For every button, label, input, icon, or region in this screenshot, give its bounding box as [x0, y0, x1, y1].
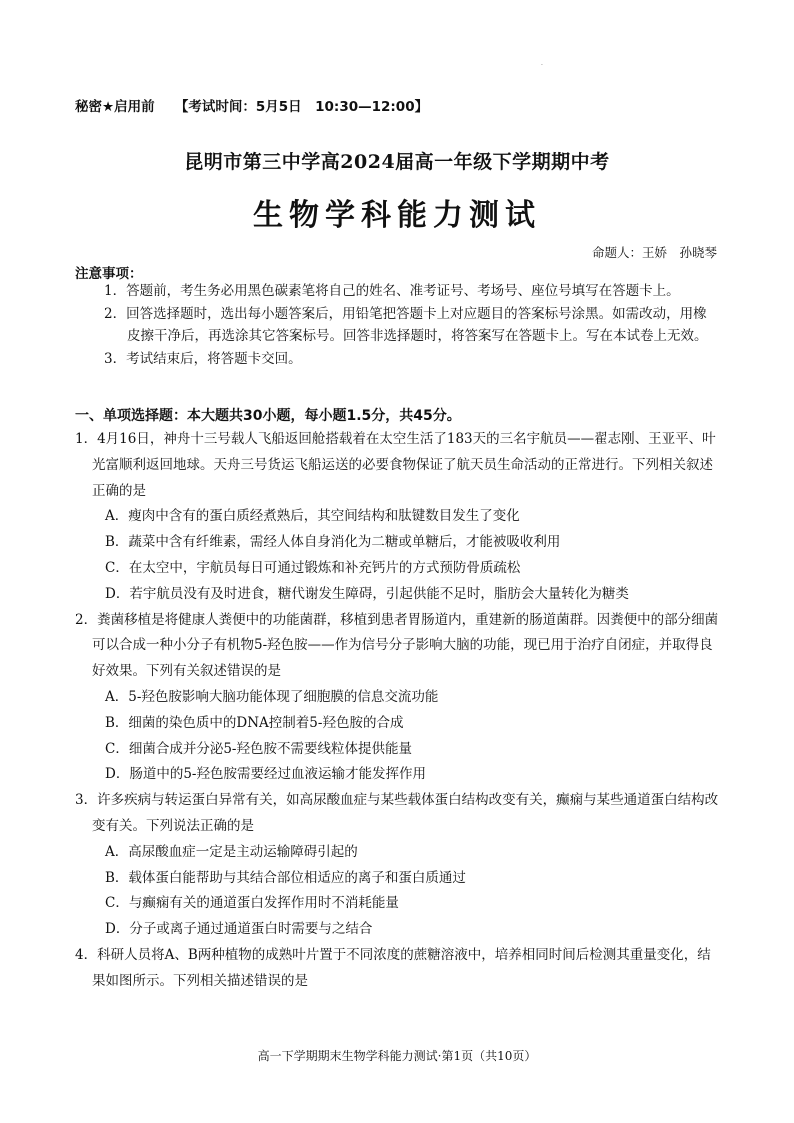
confidential-line: 秘密★启用前 【考试时间：5月5日 10:30—12:00】 — [75, 99, 429, 115]
option-a: A．5-羟色胺影响大脑功能体现了细胞膜的信息交流功能 — [105, 688, 439, 705]
question-3 — [75, 788, 720, 943]
section-heading: 一、单项选择题：本大题共30小题，每小题1.5分，共45分。 — [75, 408, 461, 424]
question-stem: 1．4月16日，神舟十三号载人飞船返回舱搭载着在太空生活了183天的三名宇航员——翟志刚、王亚平、叶光富顺利返回地球。天舟三号货运飞船运送的必要食物保证了航天员生命活动的正常进行。下列相关叙述正确的是 — [75, 431, 716, 499]
page-footer: 高一下学期期末生物学科能力测试·第1页（共10页） — [257, 1049, 537, 1063]
question-stem: 4．科研人员将A、B两种植物的成熟叶片置于不同浓度的蔗糖溶液中，培养相同时间后检测其重量变化，结果如图所示。下列相关描述错误的是 — [75, 946, 711, 989]
option-c: C．细菌合成并分泌5-羟色胺不需要线粒体提供能量 — [105, 740, 412, 757]
option-b: B．蔬菜中含有纤维素，需经人体自身消化为二糖或单糖后，才能被吸收利用 — [105, 534, 561, 551]
school-title: 昆明市第三中学高2024届高一年级下学期期中考 — [184, 151, 610, 173]
notice-item: 2．回答选择题时，选出每小题答案后，用铅笔把答题卡上对应题目的答案标号涂黑。如需改动，用橡皮擦干净后，再选涂其它答案标号。回答非选择题时，将答案写在答题卡上。写在本试卷上无效。 — [104, 305, 708, 344]
option-c: C．在太空中，宇航员每日可通过锻炼和补充钙片的方式预防骨质疏松 — [105, 559, 521, 576]
option-d: D．分子或离子通过通道蛋白时需要与之结合 — [105, 921, 373, 938]
corner-mark: . — [541, 60, 543, 67]
option-a: A．高尿酸血症一定是主动运输障碍引起的 — [105, 843, 358, 860]
question-2 — [75, 608, 720, 789]
notice-heading: 注意事项： — [75, 266, 143, 282]
subject-title: 生物学科能力测试 — [253, 198, 541, 233]
question-1 — [75, 427, 720, 608]
option-b: B．载体蛋白能帮助与其结合部位相适应的离子和蛋白质通过 — [105, 869, 466, 886]
notice-item: 3．考试结束后，将答题卡交回。 — [104, 350, 302, 367]
question-stem: 3．许多疾病与转运蛋白异常有关，如高尿酸血症与某些载体蛋白结构改变有关，癫痫与某些通道蛋白结构改变有关。下列说法正确的是 — [75, 792, 719, 834]
option-d: D．若宇航员没有及时进食，糖代谢发生障碍，引起供能不足时，脂肪会大量转化为糖类 — [105, 585, 629, 602]
option-b: B．细菌的染色质中的DNA控制着5-羟色胺的合成 — [105, 714, 404, 731]
option-c: C．与癫痫有关的通道蛋白发挥作用时不消耗能量 — [105, 895, 399, 912]
notice-item: 1．答题前，考生务必用黑色碳素笔将自己的姓名、准考证号、考场号、座位号填写在答题卡上。 — [104, 283, 680, 299]
authors: 命题人：王娇 孙晓琴 — [591, 245, 717, 260]
option-a: A．瘦肉中含有的蛋白质经煮熟后，其空间结构和肽键数目发生了变化 — [105, 508, 520, 525]
question-list — [75, 427, 720, 995]
question-stem: 2．粪菌移植是将健康人粪便中的功能菌群，移植到患者胃肠道内，重建新的肠道菌群。因粪便中的部分细菌可以合成一种小分子有机物5-羟色胺——作为信号分子影响大脑的功能，现已用于治疗自闭症，并取得良好效果。下列有关叙述错误的是 — [75, 611, 719, 680]
question-4 — [75, 943, 720, 995]
option-d: D．肠道中的5-羟色胺需要经过血液运输才能发挥作用 — [105, 766, 426, 783]
notice-list — [104, 280, 720, 370]
